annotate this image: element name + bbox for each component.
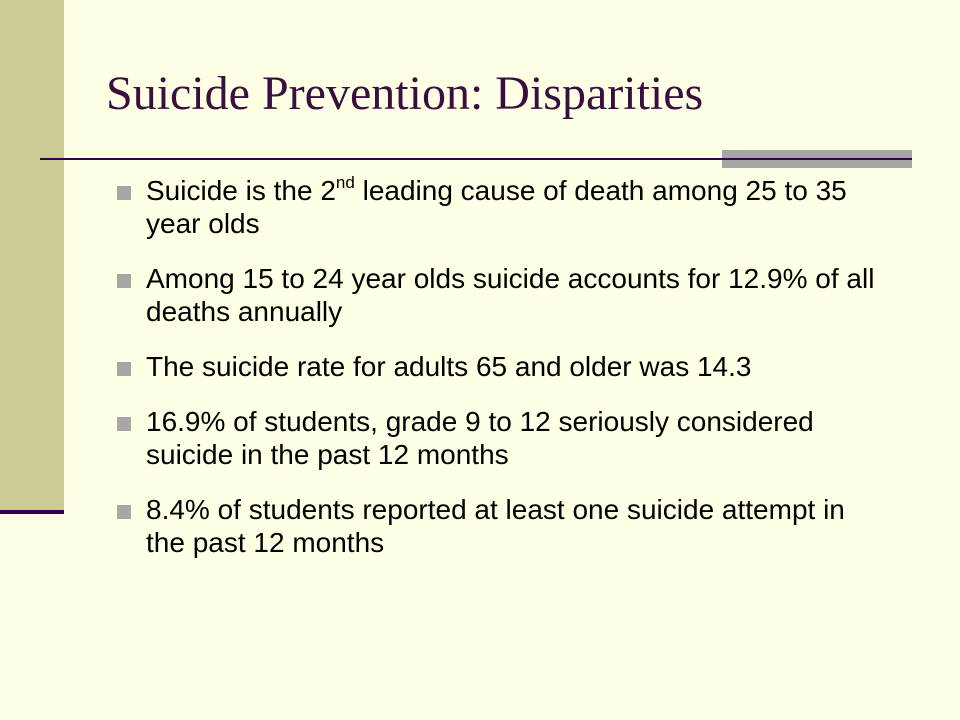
bullet-item	[112, 350, 882, 383]
title-accent-bar	[722, 150, 912, 158]
bullet-superscript: nd	[335, 173, 355, 192]
bullet-text: Among 15 to 24 year olds suicide accounts for 12.9% of all deaths annually	[146, 263, 875, 327]
left-decorative-band	[0, 0, 64, 511]
bullet-item	[112, 174, 882, 240]
bullet-text: 16.9% of students, grade 9 to 12 seriously considered suicide in the past 12 months	[146, 406, 814, 470]
bullet-text-post: leading cause of death among 25 to 35 year olds	[146, 175, 847, 239]
slide-title: Suicide Prevention: Disparities	[106, 67, 704, 120]
left-band-underline	[0, 510, 64, 514]
bullet-item	[112, 493, 882, 559]
bullet-text: 8.4% of students reported at least one suicide attempt in the past 12 months	[146, 494, 845, 558]
square-bullet-icon	[117, 505, 131, 519]
square-bullet-icon	[117, 362, 131, 376]
title-accent-bar-lower	[722, 160, 912, 168]
bullet-item	[112, 262, 882, 328]
bullet-item	[112, 405, 882, 471]
bullet-text-pre: Suicide is the 2	[146, 175, 336, 206]
square-bullet-icon	[117, 186, 131, 200]
square-bullet-icon	[117, 274, 131, 288]
square-bullet-icon	[117, 417, 131, 431]
bullet-text: The suicide rate for adults 65 and older was 14.3	[146, 351, 752, 382]
bullet-list	[112, 174, 882, 581]
